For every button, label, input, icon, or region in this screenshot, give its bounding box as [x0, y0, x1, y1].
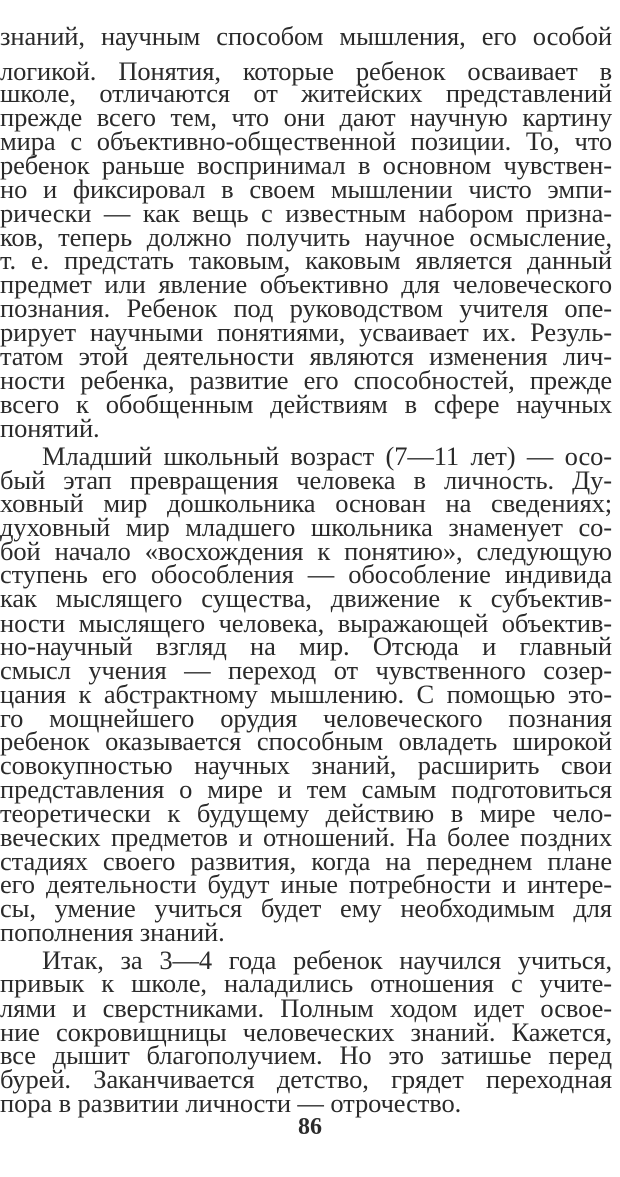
text-line: рирует научными понятиями, усваивает их. Резуль- — [0, 317, 612, 348]
text-line: прежде всего тем, что они дают научную картину — [0, 102, 612, 133]
text-line: т. е. предстать таковым, каковым является данный — [0, 245, 612, 276]
text-line: но и фиксировал в своем мышлении чисто эмпи- — [0, 173, 612, 204]
text-line: ности мыслящего человека, выражающей объектив- — [0, 607, 612, 638]
text-line: ховный мир дошкольника основан на сведениях; — [0, 488, 612, 518]
text-line: ребенок оказывается способным овладеть широкой — [0, 726, 612, 757]
text-line: представления о мире и тем самым подготовиться — [0, 774, 612, 805]
text-line: бурей. Заканчивается детство, грядет переходная — [0, 1063, 612, 1094]
text-line: совокупностью научных знаний, расширить свои — [0, 750, 612, 781]
text-line: ности ребенка, развитие его способностей, прежде — [0, 364, 612, 395]
text-line: ребенок раньше воспринимал в основном чувствен- — [0, 149, 612, 180]
text-line: лями и сверстниками. Полным ходом идет освое- — [0, 992, 612, 1023]
text-line: сы, умение учиться будет ему необходимым для — [0, 893, 612, 924]
text-line: но-научный взгляд на мир. Отсюда и главный — [0, 630, 612, 661]
text-line: ступень его обособления — обособление индивида — [0, 559, 612, 590]
text-line: смысл учения — переход от чувственного созер- — [0, 654, 612, 685]
text-line: рически — как вещь с известным набором призна- — [0, 197, 612, 228]
text-line: пополнения знаний. — [0, 917, 225, 948]
page-number: 86 — [298, 1114, 322, 1140]
text-line: привык к школе, наладились отношения с учите- — [0, 968, 612, 999]
text-line: мира с объективно-общественной позиции. То, что — [0, 125, 612, 156]
text-line: предмет или явление объективно для человеческого — [0, 269, 612, 300]
text-line: пора в развитии личности — отрочество. — [0, 1088, 462, 1118]
text-line: стадиях своего развития, когда на переднем плане — [0, 845, 612, 876]
text-line: бой начало «восхождения к понятию», следующую — [0, 536, 612, 567]
text-line: духовный мир младшего школьника знаменует со- — [0, 512, 612, 542]
text-line: татом этой деятельности являются изменения лич- — [0, 340, 612, 371]
text-line: его деятельности будут иные потребности и интере- — [0, 869, 612, 900]
text-line: цания к абстрактному мышлению. С помощью это- — [0, 678, 612, 709]
text-line: знаний, научным способом мышления, его особой — [0, 21, 612, 51]
text-line: Итак, за 3—4 года ребенок научился учиться, — [42, 945, 612, 976]
text-line: теоретически к будущему действию в мире чело- — [0, 797, 612, 828]
text-line: ние сокровищницы человеческих знаний. Кажется, — [0, 1016, 612, 1047]
text-line: понятий. — [0, 412, 100, 443]
text-line: веческих предметов и отношений. На более поздних — [0, 821, 612, 852]
text-line: ков, теперь должно получить научное осмысление, — [0, 221, 612, 252]
text-line: бый этап превращения человека в личность. Ду- — [0, 464, 612, 495]
text-line: познания. Ребенок под руководством учителя опе- — [0, 293, 612, 324]
text-line: го мощнейшего орудия человеческого познания — [0, 703, 612, 733]
text-line: всего к обобщенным действиям в сфере научных — [0, 388, 612, 419]
text-line: как мыслящего существа, движение к субъектив- — [0, 583, 612, 614]
text-line: Младший школьный возраст (7—11 лет) — осо- — [42, 440, 612, 471]
text-line: все дышит благополучием. Но это затишье перед — [0, 1039, 612, 1070]
text-line: школе, отличаются от житейских представлений — [0, 78, 612, 109]
text-line: логикой. Понятия, которые ребенок осваивает в — [0, 55, 612, 86]
